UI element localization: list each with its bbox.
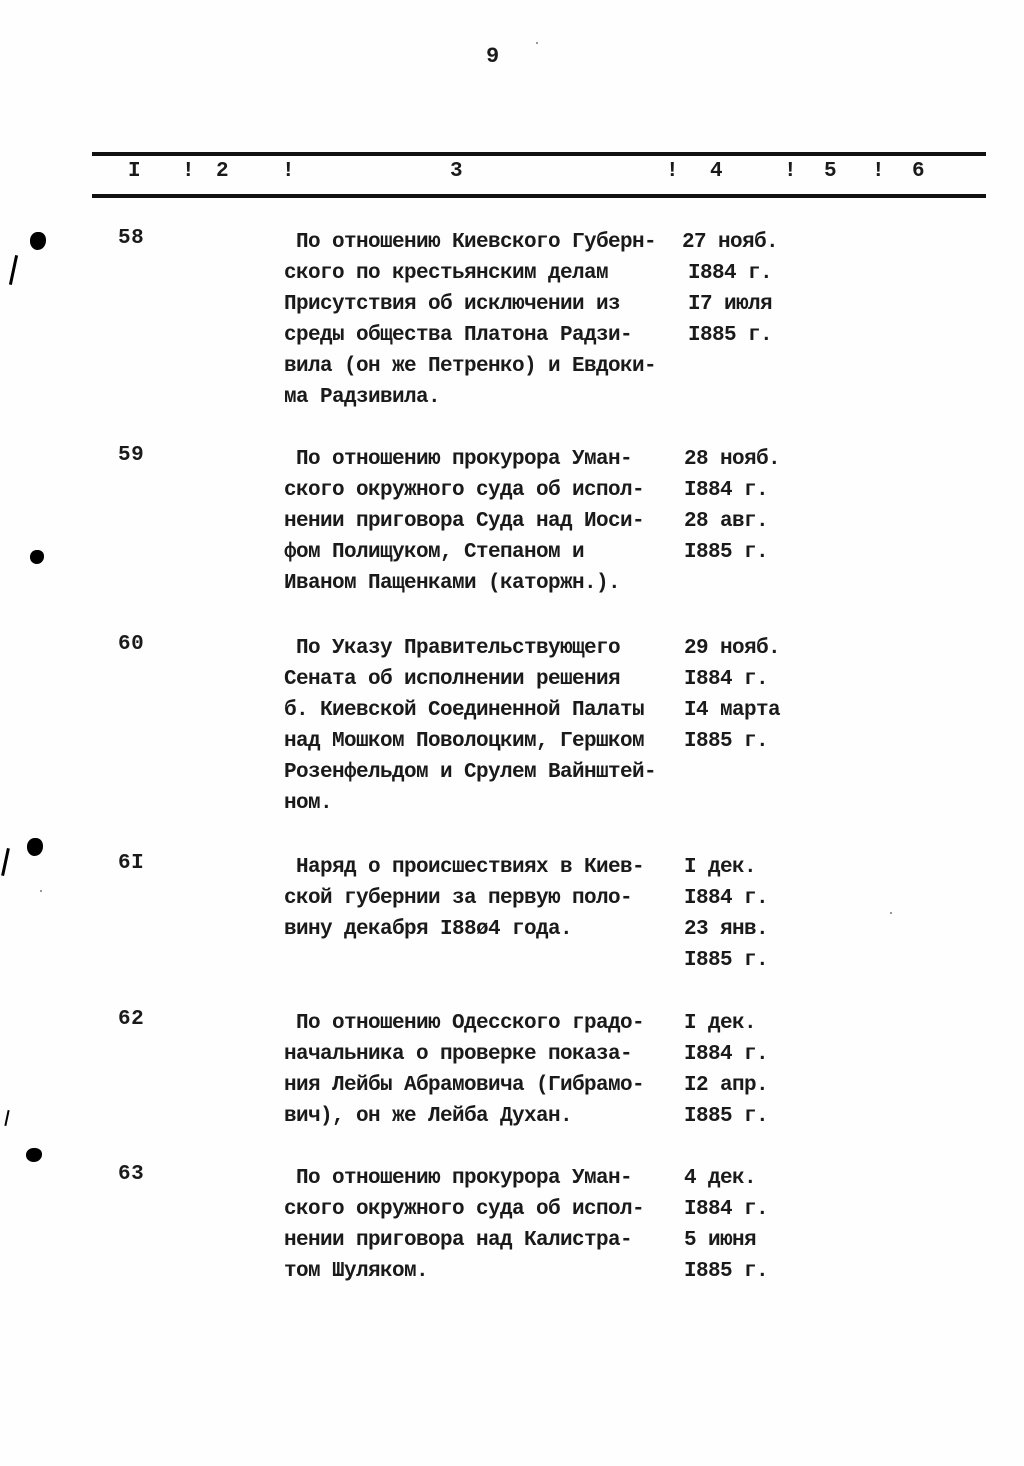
description-line: ном. (284, 792, 333, 815)
header-rule-bottom (92, 194, 986, 198)
description-line: фом Полищуком, Степаном и (284, 541, 585, 564)
date-line: 27 нояб. (682, 231, 779, 254)
description-line: По отношению Киевского Губерн- (284, 231, 657, 254)
column-separator: ! (784, 160, 797, 183)
description-line: ния Лейбы Абрамовича (Гибрамо- (284, 1074, 645, 1097)
column-separator: ! (182, 160, 195, 183)
column-header-5: 5 (824, 160, 837, 183)
margin-mark (1, 848, 10, 876)
entry-number: 6I (118, 852, 145, 875)
date-line: 28 нояб. (684, 448, 781, 471)
binder-hole-mark (27, 838, 43, 856)
date-line: 28 авг. (684, 510, 769, 533)
header-rule-top (92, 152, 986, 156)
entry-dates (684, 444, 804, 568)
description-line: Розенфельдом и Срулем Вайнштей- (284, 761, 657, 784)
column-separator: ! (666, 160, 679, 183)
description-line: Наряд о происшествиях в Киев- (284, 856, 645, 879)
description-line: ской губернии за первую поло- (284, 887, 633, 910)
date-line: I884 г. (684, 887, 769, 910)
description-line: нении приговора над Калистра- (284, 1229, 633, 1252)
date-line: I7 июля (688, 293, 773, 316)
description-line: вину декабря I88ø4 года. (284, 918, 573, 941)
entry-dates (684, 1163, 804, 1287)
date-line: I885 г. (684, 949, 769, 972)
table-header (92, 160, 986, 190)
entry-number: 63 (118, 1163, 145, 1186)
description-line: Присутствия об исключении из (284, 293, 621, 316)
column-separator: ! (872, 160, 885, 183)
entry-description (284, 1163, 684, 1287)
entry-number: 60 (118, 633, 145, 656)
description-line: вич), он же Лейба Духан. (284, 1105, 573, 1128)
date-line: 4 дек. (684, 1167, 757, 1190)
scan-speck (890, 912, 892, 914)
description-line: ского окружного суда об испол- (284, 479, 645, 502)
entry-description (284, 444, 684, 599)
description-line: Сената об исполнении решения (284, 668, 621, 691)
description-line: ского окружного суда об испол- (284, 1198, 645, 1221)
binder-hole-mark (26, 1148, 42, 1162)
column-header-2: 2 (216, 160, 229, 183)
description-line: том Шуляком. (284, 1260, 429, 1283)
page-number: 9 (486, 44, 500, 69)
description-line: вила (он же Петренко) и Евдоки- (284, 355, 657, 378)
description-line: По отношению Одесского градо- (284, 1012, 645, 1035)
description-line: ма Радзивила. (284, 386, 441, 409)
description-line: нении приговора Суда над Иоси- (284, 510, 645, 533)
entry-number: 58 (118, 227, 145, 250)
description-line: По отношению прокурора Уман- (284, 1167, 633, 1190)
date-line: I884 г. (688, 262, 773, 285)
scan-speck (40, 890, 42, 892)
entry-dates (684, 1008, 804, 1132)
entry-number: 62 (118, 1008, 145, 1031)
margin-mark (4, 1110, 9, 1126)
date-line: I дек. (684, 856, 757, 879)
margin-mark (9, 255, 18, 285)
description-line: начальника о проверке показа- (284, 1043, 633, 1066)
column-header-6: 6 (912, 160, 925, 183)
date-line: I885 г. (684, 541, 769, 564)
date-line: I4 марта (684, 699, 781, 722)
description-line: По Указу Правительствующего (284, 637, 621, 660)
date-line: 5 июня (684, 1229, 757, 1252)
date-line: I884 г. (684, 1043, 769, 1066)
entry-description (284, 227, 684, 413)
entry-number: 59 (118, 444, 145, 467)
entry-description (284, 633, 684, 819)
description-line: ского по крестьянским делам (284, 262, 609, 285)
binder-hole-mark (30, 232, 46, 250)
date-line: I дек. (684, 1012, 757, 1035)
entry-dates (682, 227, 802, 351)
entry-description (284, 1008, 684, 1132)
column-header-4: 4 (710, 160, 723, 183)
date-line: I884 г. (684, 479, 769, 502)
date-line: I884 г. (684, 1198, 769, 1221)
description-line: б. Киевской Соединенной Палаты (284, 699, 645, 722)
column-header-3: 3 (450, 160, 463, 183)
date-line: I885 г. (688, 324, 773, 347)
date-line: I2 апр. (684, 1074, 769, 1097)
column-header-1: I (128, 160, 141, 183)
date-line: 29 нояб. (684, 637, 781, 660)
description-line: По отношению прокурора Уман- (284, 448, 633, 471)
entry-description (284, 852, 684, 945)
entry-dates (684, 633, 804, 757)
date-line: 23 янв. (684, 918, 769, 941)
binder-hole-mark (30, 550, 44, 564)
column-separator: ! (282, 160, 295, 183)
description-line: среды общества Платона Радзи- (284, 324, 633, 347)
description-line: над Мошком Поволоцким, Гершком (284, 730, 645, 753)
date-line: I885 г. (684, 1105, 769, 1128)
entry-dates (684, 852, 804, 976)
description-line: Иваном Пащенками (каторжн.). (284, 572, 621, 595)
date-line: I885 г. (684, 730, 769, 753)
scan-speck (536, 42, 538, 44)
date-line: I884 г. (684, 668, 769, 691)
date-line: I885 г. (684, 1260, 769, 1283)
